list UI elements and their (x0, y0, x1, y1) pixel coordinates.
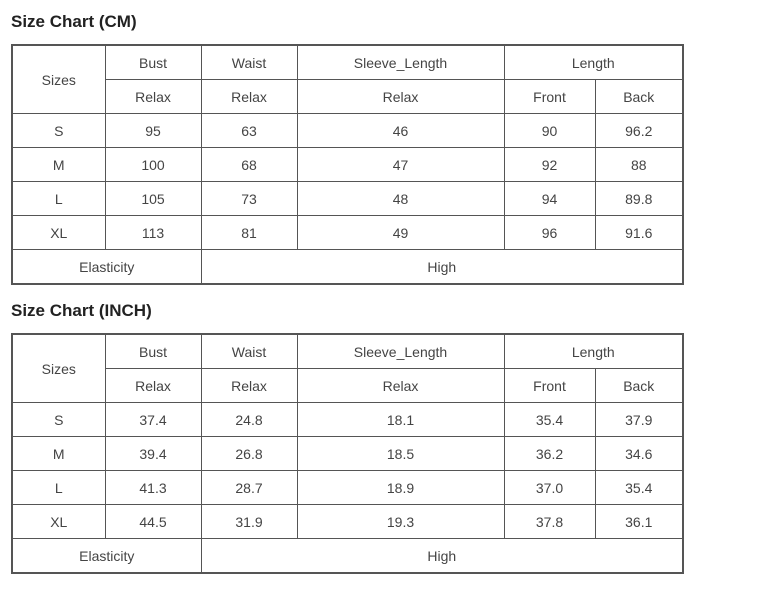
elasticity-value: High (201, 539, 683, 574)
sleeve-cell: 18.9 (297, 471, 504, 505)
elasticity-label: Elasticity (12, 250, 201, 285)
size-cell: XL (12, 216, 105, 250)
waist-cell: 28.7 (201, 471, 297, 505)
table-row (12, 505, 683, 539)
back-cell: 35.4 (595, 471, 683, 505)
sleeve-subheader: Relax (297, 369, 504, 403)
bust-header: Bust (105, 334, 201, 369)
bust-cell: 39.4 (105, 437, 201, 471)
bust-cell: 113 (105, 216, 201, 250)
size-cell: XL (12, 505, 105, 539)
sleeve-cell: 19.3 (297, 505, 504, 539)
sleeve-cell: 47 (297, 148, 504, 182)
bust-subheader: Relax (105, 369, 201, 403)
size-chart-cm-table (11, 44, 684, 285)
waist-subheader: Relax (201, 80, 297, 114)
front-cell: 90 (504, 114, 595, 148)
back-cell: 96.2 (595, 114, 683, 148)
front-cell: 96 (504, 216, 595, 250)
sizes-header: Sizes (12, 334, 105, 403)
table-header-row (12, 45, 683, 80)
waist-cell: 63 (201, 114, 297, 148)
size-cell: L (12, 471, 105, 505)
sleeve-cell: 46 (297, 114, 504, 148)
sleeve-length-header: Sleeve_Length (297, 45, 504, 80)
bust-header: Bust (105, 45, 201, 80)
front-cell: 36.2 (504, 437, 595, 471)
front-cell: 35.4 (504, 403, 595, 437)
size-cell: S (12, 403, 105, 437)
sleeve-cell: 18.5 (297, 437, 504, 471)
front-subheader: Front (504, 80, 595, 114)
waist-cell: 24.8 (201, 403, 297, 437)
waist-cell: 26.8 (201, 437, 297, 471)
bust-cell: 44.5 (105, 505, 201, 539)
bust-subheader: Relax (105, 80, 201, 114)
table-row (12, 403, 683, 437)
bust-cell: 41.3 (105, 471, 201, 505)
waist-header: Waist (201, 334, 297, 369)
sleeve-cell: 18.1 (297, 403, 504, 437)
sizes-header: Sizes (12, 45, 105, 114)
elasticity-value: High (201, 250, 683, 285)
waist-subheader: Relax (201, 369, 297, 403)
size-chart-cm-title: Size Chart (CM) (11, 12, 137, 31)
table-row (12, 182, 683, 216)
length-header: Length (504, 334, 683, 369)
front-cell: 37.0 (504, 471, 595, 505)
front-cell: 37.8 (504, 505, 595, 539)
length-header: Length (504, 45, 683, 80)
bust-cell: 100 (105, 148, 201, 182)
back-subheader: Back (595, 80, 683, 114)
size-cell: M (12, 437, 105, 471)
back-cell: 88 (595, 148, 683, 182)
front-cell: 94 (504, 182, 595, 216)
sleeve-length-header: Sleeve_Length (297, 334, 504, 369)
sleeve-cell: 49 (297, 216, 504, 250)
back-cell: 89.8 (595, 182, 683, 216)
bust-cell: 95 (105, 114, 201, 148)
table-row (12, 114, 683, 148)
back-cell: 34.6 (595, 437, 683, 471)
waist-cell: 73 (201, 182, 297, 216)
table-subheader-row (12, 80, 683, 114)
back-cell: 37.9 (595, 403, 683, 437)
waist-cell: 68 (201, 148, 297, 182)
bust-cell: 105 (105, 182, 201, 216)
table-footer-row (12, 250, 683, 285)
back-cell: 91.6 (595, 216, 683, 250)
back-subheader: Back (595, 369, 683, 403)
table-row (12, 216, 683, 250)
table-row (12, 437, 683, 471)
table-row (12, 471, 683, 505)
table-row (12, 148, 683, 182)
size-chart-inch-title: Size Chart (INCH) (11, 301, 152, 320)
size-chart-inch-table (11, 333, 684, 574)
table-subheader-row (12, 369, 683, 403)
size-cell: M (12, 148, 105, 182)
sleeve-cell: 48 (297, 182, 504, 216)
front-cell: 92 (504, 148, 595, 182)
size-cell: S (12, 114, 105, 148)
bust-cell: 37.4 (105, 403, 201, 437)
front-subheader: Front (504, 369, 595, 403)
waist-cell: 31.9 (201, 505, 297, 539)
table-header-row (12, 334, 683, 369)
waist-header: Waist (201, 45, 297, 80)
elasticity-label: Elasticity (12, 539, 201, 574)
back-cell: 36.1 (595, 505, 683, 539)
sleeve-subheader: Relax (297, 80, 504, 114)
waist-cell: 81 (201, 216, 297, 250)
table-footer-row (12, 539, 683, 574)
size-cell: L (12, 182, 105, 216)
